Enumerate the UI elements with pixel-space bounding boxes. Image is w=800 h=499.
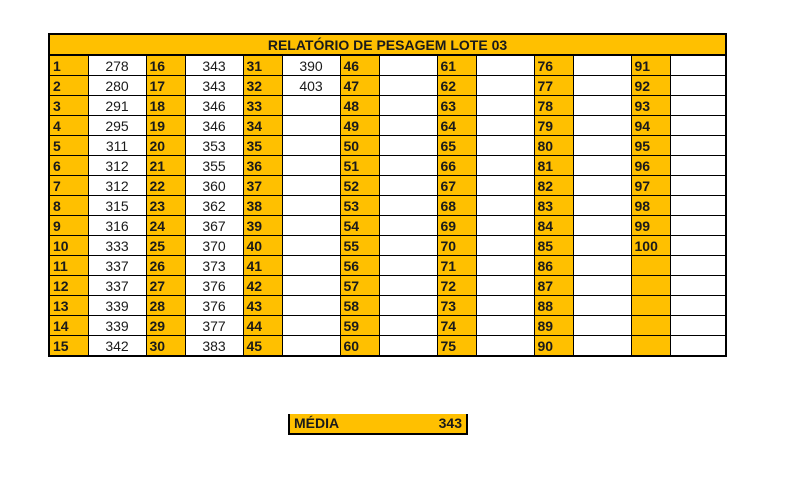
animal-number-cell: 37 [243,176,282,196]
animal-number-cell: 84 [534,216,573,236]
animal-number-cell: 89 [534,316,573,336]
weight-cell [282,216,340,236]
animal-number-cell: 41 [243,256,282,276]
animal-number-cell: 57 [340,276,379,296]
animal-number-cell [631,256,670,276]
weight-cell [573,236,631,256]
animal-number-cell: 44 [243,316,282,336]
weight-cell [379,116,437,136]
animal-number-cell: 17 [146,76,185,96]
weighing-report-sheet [48,33,727,357]
weight-cell [476,316,534,336]
animal-number-cell: 91 [631,55,670,76]
weight-cell [282,256,340,276]
weight-cell [670,136,726,156]
animal-number-cell: 69 [437,216,476,236]
weight-cell [670,116,726,136]
weight-cell [573,216,631,236]
animal-number-cell: 22 [146,176,185,196]
animal-number-cell: 92 [631,76,670,96]
weighing-table [48,33,727,357]
weight-cell: 312 [88,176,146,196]
animal-number-cell: 65 [437,136,476,156]
weight-cell: 403 [282,76,340,96]
table-row [49,176,726,196]
animal-number-cell: 9 [49,216,88,236]
title-row [49,34,726,55]
weight-cell [476,136,534,156]
animal-number-cell: 90 [534,336,573,357]
weight-cell [573,136,631,156]
weight-cell: 367 [185,216,243,236]
average-label: MÉDIA [294,415,340,431]
animal-number-cell: 87 [534,276,573,296]
weight-cell [476,296,534,316]
animal-number-cell: 55 [340,236,379,256]
weight-cell [379,156,437,176]
animal-number-cell: 8 [49,196,88,216]
table-row [49,96,726,116]
weight-cell: 316 [88,216,146,236]
weight-cell: 315 [88,196,146,216]
weight-cell [282,276,340,296]
average-value: 343 [438,415,462,431]
weight-cell: 373 [185,256,243,276]
animal-number-cell: 63 [437,96,476,116]
animal-number-cell: 26 [146,256,185,276]
weight-cell: 355 [185,156,243,176]
animal-number-cell: 27 [146,276,185,296]
weight-cell [476,236,534,256]
animal-number-cell: 23 [146,196,185,216]
weight-cell [670,296,726,316]
weight-cell: 376 [185,296,243,316]
weight-cell: 278 [88,55,146,76]
weight-cell [476,55,534,76]
weight-cell [282,156,340,176]
animal-number-cell: 75 [437,336,476,357]
weight-cell [573,196,631,216]
weight-cell [282,296,340,316]
animal-number-cell: 56 [340,256,379,276]
animal-number-cell: 32 [243,76,282,96]
weight-cell [573,316,631,336]
weight-cell [670,336,726,357]
animal-number-cell: 86 [534,256,573,276]
animal-number-cell: 46 [340,55,379,76]
table-row [49,316,726,336]
animal-number-cell: 15 [49,336,88,357]
weight-cell [282,176,340,196]
weight-cell: 311 [88,136,146,156]
weight-cell [476,336,534,357]
weight-cell [573,336,631,357]
weight-cell: 337 [88,276,146,296]
weight-cell: 390 [282,55,340,76]
animal-number-cell: 53 [340,196,379,216]
animal-number-cell: 25 [146,236,185,256]
weight-cell: 346 [185,96,243,116]
table-row [49,296,726,316]
animal-number-cell: 35 [243,136,282,156]
weight-cell: 377 [185,316,243,336]
animal-number-cell: 12 [49,276,88,296]
animal-number-cell [631,296,670,316]
animal-number-cell: 79 [534,116,573,136]
animal-number-cell: 2 [49,76,88,96]
weight-cell: 339 [88,296,146,316]
animal-number-cell: 96 [631,156,670,176]
weight-cell [573,96,631,116]
weight-cell [379,236,437,256]
weight-cell [379,216,437,236]
weight-cell [476,176,534,196]
weight-cell [379,256,437,276]
animal-number-cell: 33 [243,96,282,116]
weight-cell [379,296,437,316]
weight-cell [379,96,437,116]
animal-number-cell: 52 [340,176,379,196]
weight-cell [670,276,726,296]
weight-cell [379,336,437,357]
animal-number-cell: 29 [146,316,185,336]
animal-number-cell: 62 [437,76,476,96]
animal-number-cell: 6 [49,156,88,176]
weight-cell [670,176,726,196]
weight-cell: 376 [185,276,243,296]
animal-number-cell [631,276,670,296]
weight-cell [670,196,726,216]
weight-cell [282,196,340,216]
table-row [49,196,726,216]
weight-cell: 339 [88,316,146,336]
table-row [49,256,726,276]
weight-cell [476,76,534,96]
animal-number-cell: 19 [146,116,185,136]
weight-cell [379,176,437,196]
animal-number-cell: 31 [243,55,282,76]
animal-number-cell: 10 [49,236,88,256]
animal-number-cell: 66 [437,156,476,176]
animal-number-cell: 59 [340,316,379,336]
animal-number-cell: 49 [340,116,379,136]
weight-cell [282,336,340,357]
table-row [49,236,726,256]
table-row [49,116,726,136]
weight-cell [282,236,340,256]
animal-number-cell [631,316,670,336]
animal-number-cell: 61 [437,55,476,76]
weight-cell [379,55,437,76]
animal-number-cell: 39 [243,216,282,236]
animal-number-cell: 70 [437,236,476,256]
animal-number-cell: 60 [340,336,379,357]
weight-cell: 360 [185,176,243,196]
weight-cell [670,156,726,176]
weight-cell: 280 [88,76,146,96]
weight-cell [670,236,726,256]
animal-number-cell: 85 [534,236,573,256]
report-title: RELATÓRIO DE PESAGEM LOTE 03 [49,34,726,55]
animal-number-cell: 40 [243,236,282,256]
weight-cell [476,276,534,296]
table-row [49,216,726,236]
weight-cell [670,216,726,236]
animal-number-cell: 73 [437,296,476,316]
animal-number-cell: 50 [340,136,379,156]
animal-number-cell: 83 [534,196,573,216]
animal-number-cell: 88 [534,296,573,316]
weight-cell [573,116,631,136]
weight-cell [573,176,631,196]
weight-cell [476,196,534,216]
animal-number-cell: 13 [49,296,88,316]
animal-number-cell: 47 [340,76,379,96]
weight-cell [282,96,340,116]
weight-cell [282,316,340,336]
animal-number-cell: 95 [631,136,670,156]
weight-cell: 295 [88,116,146,136]
weight-cell: 337 [88,256,146,276]
animal-number-cell: 80 [534,136,573,156]
weight-cell: 383 [185,336,243,357]
weight-cell: 370 [185,236,243,256]
animal-number-cell: 11 [49,256,88,276]
animal-number-cell: 78 [534,96,573,116]
animal-number-cell: 36 [243,156,282,176]
weight-cell [573,296,631,316]
weight-cell [476,216,534,236]
animal-number-cell: 100 [631,236,670,256]
animal-number-cell: 45 [243,336,282,357]
weight-cell [282,116,340,136]
animal-number-cell: 64 [437,116,476,136]
weight-cell [670,55,726,76]
weight-cell: 362 [185,196,243,216]
animal-number-cell [631,336,670,357]
weight-cell [573,156,631,176]
animal-number-cell: 42 [243,276,282,296]
animal-number-cell: 21 [146,156,185,176]
weight-cell [476,256,534,276]
table-row [49,55,726,76]
animal-number-cell: 51 [340,156,379,176]
weight-cell: 346 [185,116,243,136]
animal-number-cell: 72 [437,276,476,296]
animal-number-cell: 43 [243,296,282,316]
weight-cell: 343 [185,76,243,96]
weight-cell [379,316,437,336]
weight-cell [282,136,340,156]
weight-cell [379,196,437,216]
animal-number-cell: 24 [146,216,185,236]
average-box [288,414,468,435]
animal-number-cell: 5 [49,136,88,156]
animal-number-cell: 74 [437,316,476,336]
table-row [49,136,726,156]
animal-number-cell: 3 [49,96,88,116]
weight-cell [573,276,631,296]
animal-number-cell: 98 [631,196,670,216]
weight-cell [670,96,726,116]
weight-cell: 342 [88,336,146,357]
weight-cell: 353 [185,136,243,156]
animal-number-cell: 76 [534,55,573,76]
weight-cell [573,76,631,96]
weight-cell [379,276,437,296]
animal-number-cell: 4 [49,116,88,136]
table-row [49,276,726,296]
animal-number-cell: 38 [243,196,282,216]
animal-number-cell: 14 [49,316,88,336]
table-row [49,156,726,176]
animal-number-cell: 94 [631,116,670,136]
animal-number-cell: 34 [243,116,282,136]
weight-cell [476,116,534,136]
table-row [49,336,726,357]
weight-cell [670,76,726,96]
animal-number-cell: 20 [146,136,185,156]
animal-number-cell: 18 [146,96,185,116]
weight-cell: 333 [88,236,146,256]
animal-number-cell: 99 [631,216,670,236]
weight-cell: 312 [88,156,146,176]
weight-cell [379,76,437,96]
weight-cell [476,156,534,176]
animal-number-cell: 30 [146,336,185,357]
animal-number-cell: 1 [49,55,88,76]
animal-number-cell: 16 [146,55,185,76]
weight-cell [573,55,631,76]
animal-number-cell: 67 [437,176,476,196]
weight-cell [573,256,631,276]
animal-number-cell: 68 [437,196,476,216]
animal-number-cell: 77 [534,76,573,96]
weight-cell [379,136,437,156]
animal-number-cell: 82 [534,176,573,196]
weight-cell: 291 [88,96,146,116]
animal-number-cell: 58 [340,296,379,316]
animal-number-cell: 7 [49,176,88,196]
animal-number-cell: 28 [146,296,185,316]
weight-cell: 343 [185,55,243,76]
weight-cell [670,316,726,336]
weight-cell [670,256,726,276]
animal-number-cell: 93 [631,96,670,116]
animal-number-cell: 54 [340,216,379,236]
animal-number-cell: 48 [340,96,379,116]
animal-number-cell: 97 [631,176,670,196]
weight-cell [476,96,534,116]
animal-number-cell: 81 [534,156,573,176]
table-row [49,76,726,96]
animal-number-cell: 71 [437,256,476,276]
